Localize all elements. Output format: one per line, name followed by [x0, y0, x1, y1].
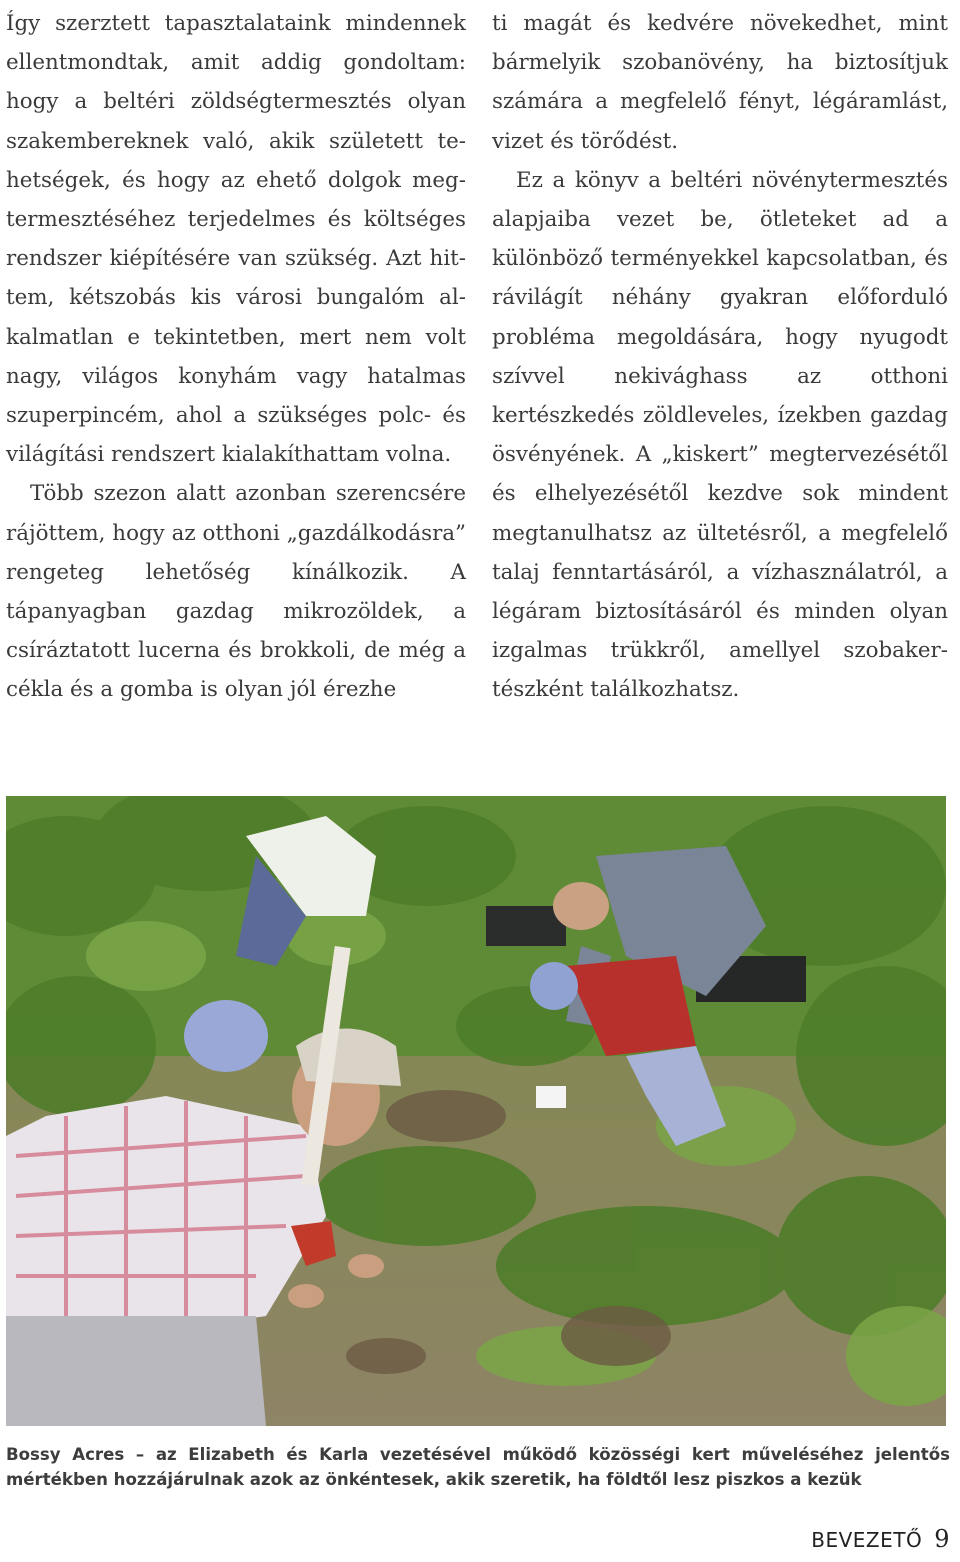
page-footer	[811, 1525, 950, 1553]
body-paragraph: Több szezon alatt azonban szerencsére rájöttem, hogy az otthoni „gazdálkodásra” rengeteg lehetőség kínálkozik. A tápanyagban gazdag mikrozöldek, a csíráztatott lucerna és brokkoli, de még a cékla és a gomba is olyan jól érezhe	[6, 481, 466, 703]
left-text-column	[6, 4, 466, 710]
right-text-column	[492, 4, 948, 710]
page-number: 9	[934, 1525, 950, 1553]
section-name: BEVEZETŐ	[811, 1528, 923, 1552]
body-paragraph: Ez a könyv a beltéri növénytermesztés alapjaiba vezet be, ötleteket ad a különböző terményekkel kapcsolatban, és rávilágít néhány gyakran előforduló probléma megoldására, hogy nyugodt szívvel nekivághass az otthoni kertészkedés zöldleveles, ízekben gazdag ösvényének. A „kiskert” megtervezésétől és elhelyezésétől kezdve sok mindent megtanulhatsz az ültetésről, a megfelelő talaj fenntartásáról, a vízhasználatról, a légáram biztosításáról és minden olyan izgalmas trükkről, amellyel szobakertészként találkozhatsz.	[492, 167, 948, 703]
body-paragraph: Így szerztett tapasztalataink mindennek ellentmondtak, amit addig gondoltam: hogy a beltéri zöldségtermesztés olyan szakembereknek való, akik született tehetségek, és hogy az ehető dolgok megtermesztéséhez terjedelmes és költséges rendszer kiépítésére van szükség. Azt hittem, kétszobás kis városi bungalóm alkalmatlan e tekintetben, mert nem volt nagy, világos konyhám vagy hatalmas szuperpincém, ahol a szükséges polc- és világítási rendszert kialakíthattam volna.	[6, 11, 466, 468]
photo-caption: Bossy Acres – az Elizabeth és Karla vezetésével működő közösségi kert műveléséhez jelentős mértékben hozzájárulnak azok az önkéntesek, akik szeretik, ha földtől lesz piszkos a kezük	[6, 1445, 950, 1489]
body-paragraph: ti magát és kedvére növekedhet, mint bármelyik szobanövény, ha biztosítjuk számára a megfelelő fényt, légáramlást, vizet és törődést.	[492, 11, 948, 154]
garden-volunteers-photo	[6, 796, 946, 1426]
